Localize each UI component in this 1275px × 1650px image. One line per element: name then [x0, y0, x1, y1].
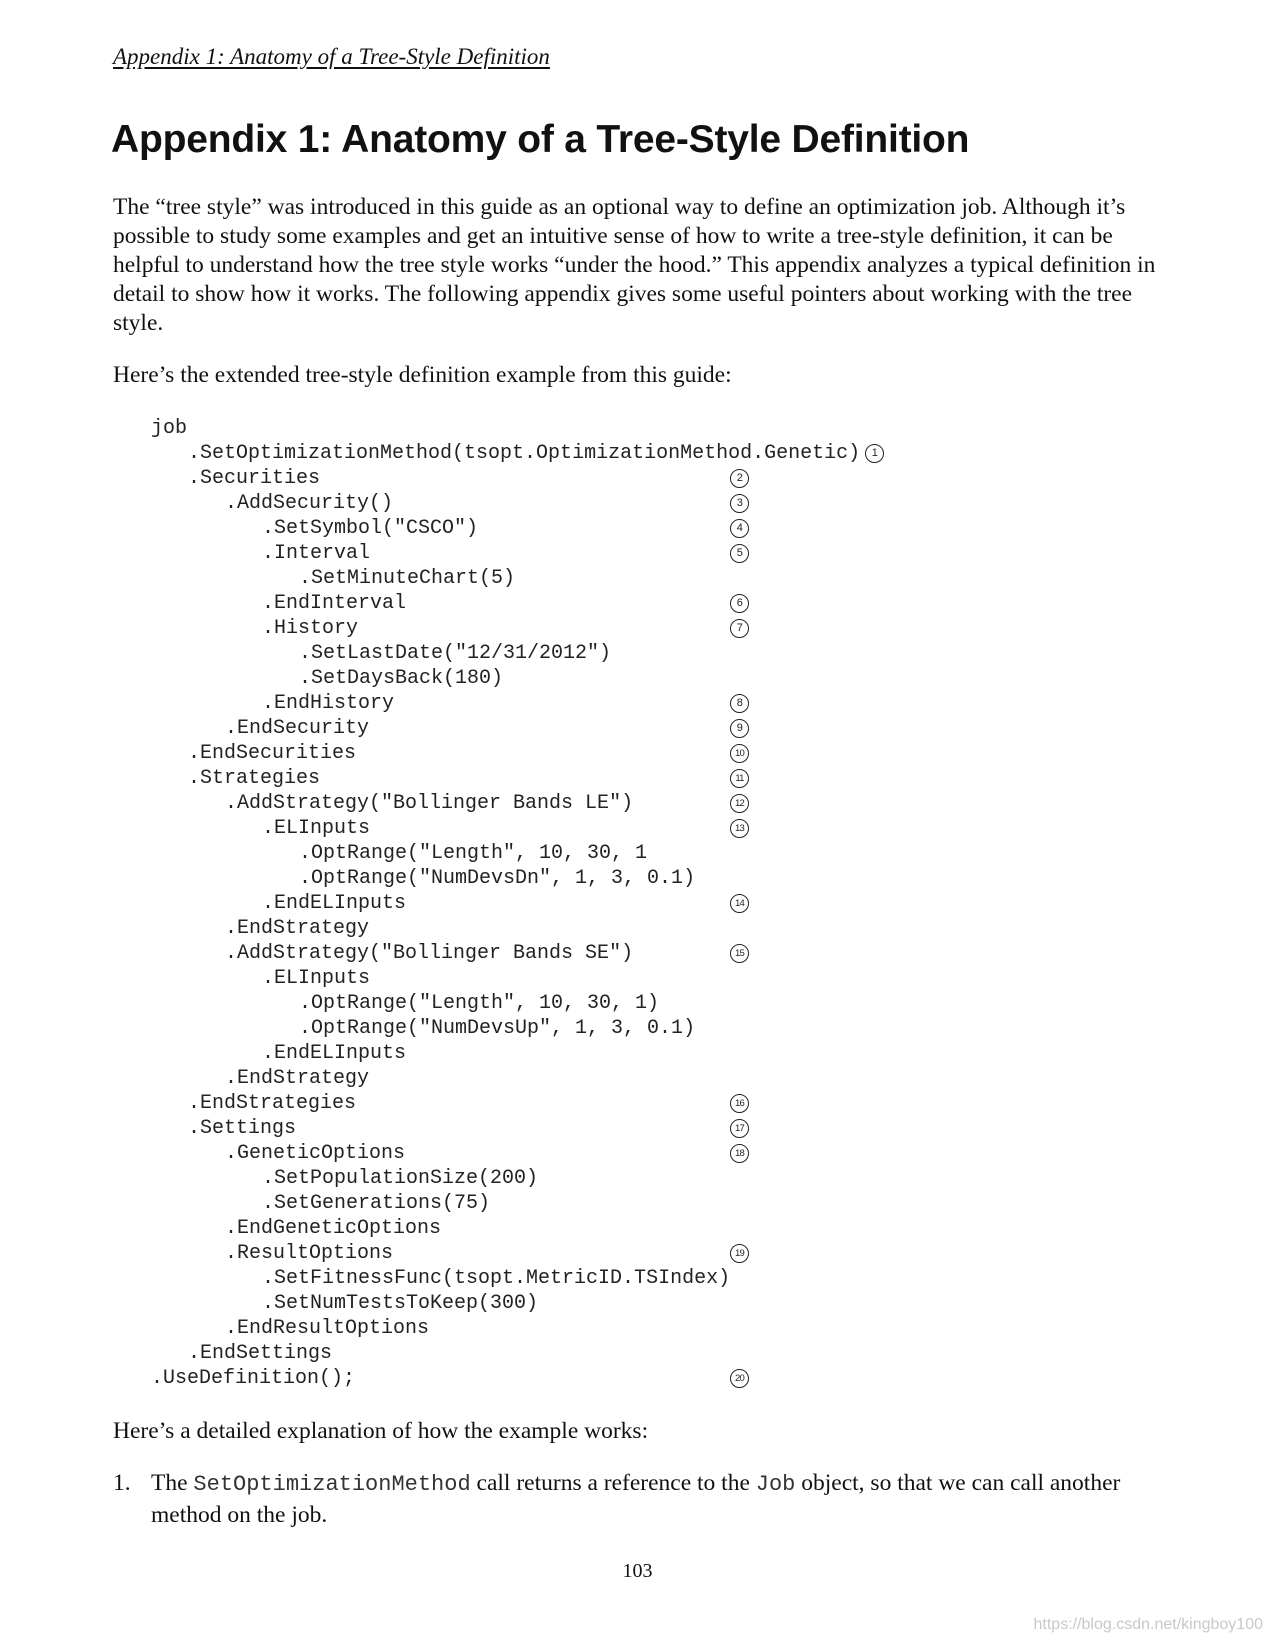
code-line: [151, 491, 860, 516]
code-line: [151, 1141, 860, 1166]
callout-number: 19: [730, 1244, 749, 1263]
page-number: 103: [622, 1560, 653, 1582]
code-line: [151, 766, 860, 791]
code-text: .OptRange("NumDevsDn", 1, 3, 0.1): [299, 867, 696, 890]
code-text: .SetPopulationSize(200): [262, 1167, 539, 1190]
code-text: .SetFitnessFunc(tsopt.MetricID.TSIndex): [262, 1267, 731, 1290]
callout-number: 14: [730, 894, 749, 913]
code-line: [151, 466, 860, 491]
code-text: .EndELInputs: [262, 1042, 407, 1065]
callout-number: 15: [730, 944, 749, 963]
list-text-before: The: [151, 1470, 194, 1496]
code-line: [151, 516, 860, 541]
code-text: .Settings: [188, 1117, 297, 1140]
callout-number: 7: [730, 619, 749, 638]
callout-number: 8: [730, 694, 749, 713]
code-line: [151, 1166, 860, 1191]
code-text: .Securities: [188, 467, 321, 490]
callout-number: 13: [730, 819, 749, 838]
code-text: .AddStrategy("Bollinger Bands SE"): [225, 942, 634, 965]
code-line: [151, 1116, 860, 1141]
code-line: [151, 941, 860, 966]
code-line: [151, 991, 860, 1016]
code-text: .SetOptimizationMethod(tsopt.OptimizationMethod.Genetic): [188, 442, 861, 465]
code-listing: [151, 416, 878, 1391]
code-text: .OptRange("Length", 10, 30, 1): [299, 992, 660, 1015]
code-line: [151, 541, 860, 566]
code-text: .SetNumTestsToKeep(300): [262, 1292, 539, 1315]
code-line: [151, 1366, 860, 1391]
page-title: Appendix 1: Anatomy of a Tree-Style Definition: [111, 118, 970, 161]
inline-code: SetOptimizationMethod: [193, 1472, 471, 1497]
code-line: [151, 1091, 860, 1116]
code-text: .SetSymbol("CSCO"): [262, 517, 479, 540]
list-item-text: [151, 1468, 1173, 1531]
code-line: [151, 1266, 860, 1291]
callout-number: 9: [730, 719, 749, 738]
code-text: .SetLastDate("12/31/2012"): [299, 642, 612, 665]
code-line: [151, 1241, 860, 1266]
callout-number: 17: [730, 1119, 749, 1138]
code-line: [151, 1041, 860, 1066]
callout-number: 11: [730, 769, 749, 788]
code-text: .EndGeneticOptions: [225, 1217, 442, 1240]
code-line: [151, 1316, 860, 1341]
code-line: [151, 1191, 860, 1216]
code-line: [151, 1016, 860, 1041]
code-line: [151, 791, 860, 816]
callout-number: 20: [730, 1369, 749, 1388]
code-text: .EndStrategies: [188, 1092, 357, 1115]
list-item-number: 1.: [113, 1470, 131, 1496]
code-line: [151, 416, 860, 441]
code-line: [151, 741, 860, 766]
callout-number: 4: [730, 519, 749, 538]
code-line: [151, 866, 860, 891]
code-text: .EndSecurities: [188, 742, 357, 765]
code-line: [151, 566, 860, 591]
code-line: [151, 616, 860, 641]
code-text: .Interval: [262, 542, 371, 565]
code-line: [151, 841, 860, 866]
code-text: .Strategies: [188, 767, 321, 790]
callout-number: 1: [865, 444, 884, 463]
code-text: .EndHistory: [262, 692, 395, 715]
code-text: .UseDefinition();: [151, 1367, 356, 1390]
callout-number: 12: [730, 794, 749, 813]
code-text: .SetMinuteChart(5): [299, 567, 516, 590]
code-text: .ResultOptions: [225, 1242, 394, 1265]
code-text: .EndSecurity: [225, 717, 370, 740]
code-line: [151, 1291, 860, 1316]
code-text: .EndStrategy: [225, 917, 370, 940]
code-line: [151, 966, 860, 991]
code-text: .OptRange("Length", 10, 30, 1: [299, 842, 648, 865]
code-line: [151, 441, 878, 466]
code-line: [151, 691, 860, 716]
code-line: [151, 916, 860, 941]
code-text: .EndELInputs: [262, 892, 407, 915]
code-text: .AddSecurity(): [225, 492, 394, 515]
running-header: Appendix 1: Anatomy of a Tree-Style Definition: [113, 44, 550, 69]
callout-number: 16: [730, 1094, 749, 1113]
code-text: .GeneticOptions: [225, 1142, 406, 1165]
code-text: .ELInputs: [262, 967, 371, 990]
code-text: .EndSettings: [188, 1342, 333, 1365]
code-line: [151, 641, 860, 666]
explanation-intro-paragraph: Here’s a detailed explanation of how the example works:: [113, 1418, 649, 1444]
callout-number: 10: [730, 744, 749, 763]
code-text: .OptRange("NumDevsUp", 1, 3, 0.1): [299, 1017, 696, 1040]
callout-number: 5: [730, 544, 749, 563]
code-line: [151, 1341, 860, 1366]
callout-number: 18: [730, 1144, 749, 1163]
code-text: .ELInputs: [262, 817, 371, 840]
code-text: .History: [262, 617, 359, 640]
code-line: [151, 816, 860, 841]
code-text: .AddStrategy("Bollinger Bands LE"): [225, 792, 634, 815]
code-line: [151, 1216, 860, 1241]
code-line: [151, 1066, 860, 1091]
list-item: [113, 1468, 1173, 1531]
example-intro-paragraph: Here’s the extended tree-style definition example from this guide:: [113, 362, 732, 388]
explanation-list: [113, 1468, 1173, 1531]
callout-number: 3: [730, 494, 749, 513]
code-text: .SetDaysBack(180): [299, 667, 504, 690]
callout-number: 2: [730, 469, 749, 488]
code-text: .EndInterval: [262, 592, 407, 615]
code-text: .EndStrategy: [225, 1067, 370, 1090]
code-line: [151, 666, 860, 691]
code-line: [151, 891, 860, 916]
code-line: [151, 716, 860, 741]
code-text: .EndResultOptions: [225, 1317, 430, 1340]
intro-paragraph: The “tree style” was introduced in this guide as an optional way to define an optimization job. Although it’s possible to study some examples and get an intuitive sense of how to write a tree-style definition, it can be helpful to understand how the tree style works “under the hood.” This appendix analyzes a typical definition in detail to show how it works. The following appendix gives some useful pointers about working with the tree style.: [113, 194, 1156, 336]
inline-code: Job: [755, 1472, 796, 1497]
code-text: job: [151, 417, 188, 440]
list-text-middle: call returns a reference to the: [470, 1470, 756, 1496]
watermark: https://blog.csdn.net/kingboy100: [1033, 1616, 1263, 1633]
code-line: [151, 591, 860, 616]
list-text-after: object, so that we can call another method on the job.: [151, 1470, 1121, 1528]
code-text: .SetGenerations(75): [262, 1192, 491, 1215]
callout-number: 6: [730, 594, 749, 613]
